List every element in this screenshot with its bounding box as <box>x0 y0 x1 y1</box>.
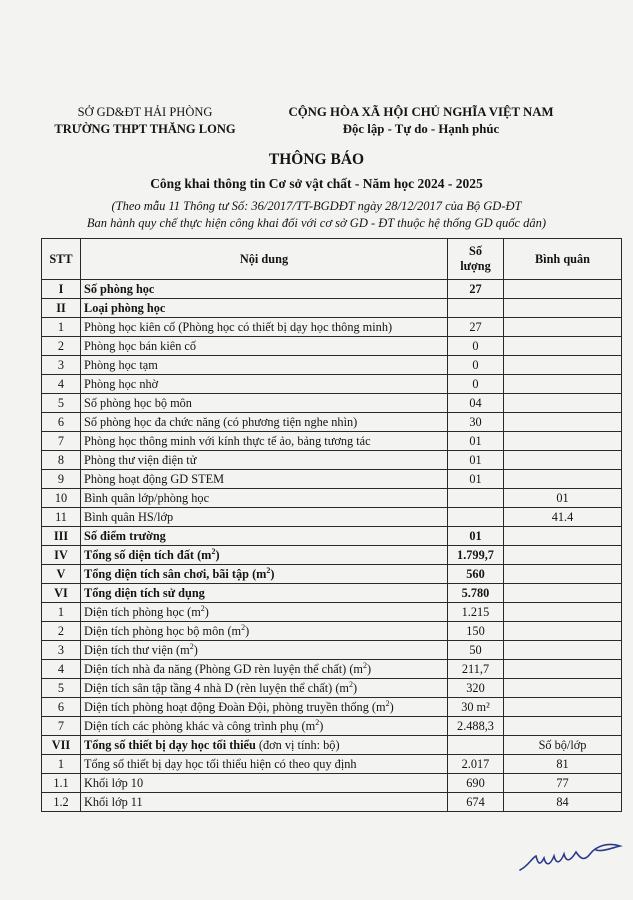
row-quantity <box>448 508 504 527</box>
row-quantity: 50 <box>448 641 504 660</box>
row-average <box>504 565 622 584</box>
issuer-block <box>40 104 250 138</box>
row-quantity <box>448 299 504 318</box>
row-stt: 1 <box>42 318 81 337</box>
table-row <box>42 698 622 717</box>
row-content <box>81 394 448 413</box>
row-content <box>81 280 448 299</box>
table-row <box>42 394 622 413</box>
row-content-superscript: 2 <box>348 679 353 689</box>
row-content <box>81 413 448 432</box>
table-row <box>42 755 622 774</box>
table-row <box>42 413 622 432</box>
row-content <box>81 736 448 755</box>
row-stt: 3 <box>42 641 81 660</box>
header-stt: STT <box>42 239 81 280</box>
row-quantity: 2.488,3 <box>448 717 504 736</box>
row-stt: 1 <box>42 603 81 622</box>
row-stt: 2 <box>42 337 81 356</box>
row-average <box>504 679 622 698</box>
row-average <box>504 337 622 356</box>
row-stt: 2 <box>42 622 81 641</box>
row-content-text: Phòng học bán kiên cố <box>84 339 197 353</box>
row-stt: 5 <box>42 679 81 698</box>
row-average <box>504 717 622 736</box>
row-quantity: 1.799,7 <box>448 546 504 565</box>
row-content-superscript: 2 <box>385 698 390 708</box>
row-content-text: Diện tích phòng học bộ môn (m <box>84 624 242 638</box>
header-quantity <box>448 239 504 280</box>
table-row <box>42 641 622 660</box>
row-average <box>504 660 622 679</box>
row-quantity: 27 <box>448 280 504 299</box>
row-content <box>81 375 448 394</box>
row-content <box>81 793 448 812</box>
row-quantity: 690 <box>448 774 504 793</box>
row-content-text: Số phòng học <box>84 282 155 296</box>
row-content-superscript: 2 <box>241 622 246 632</box>
row-average: 84 <box>504 793 622 812</box>
row-content-text: Số phòng học đa chức năng (có phương tiện nghe nhìn) <box>84 415 358 429</box>
row-content-text: Tổng số thiết bị dạy học tối thiểu hiện có theo quy định <box>84 757 357 771</box>
row-content <box>81 774 448 793</box>
row-content-tail: ) <box>389 700 394 714</box>
row-stt: 1.1 <box>42 774 81 793</box>
row-content <box>81 489 448 508</box>
row-content-superscript: 2 <box>200 603 205 613</box>
row-content-text: Diện tích phòng học (m <box>84 605 201 619</box>
row-content <box>81 584 448 603</box>
row-average: Số bộ/lớp <box>504 736 622 755</box>
row-content-text: Phòng học nhờ <box>84 377 159 391</box>
row-stt: V <box>42 565 81 584</box>
row-stt: VI <box>42 584 81 603</box>
row-average <box>504 356 622 375</box>
row-content-text: Diện tích các phòng khác và công trình phụ (m <box>84 719 316 733</box>
signature-stroke <box>520 844 620 870</box>
row-average <box>504 280 622 299</box>
row-average <box>504 394 622 413</box>
school-name: TRƯỜNG THPT THĂNG LONG <box>54 122 236 136</box>
row-content <box>81 755 448 774</box>
row-quantity <box>448 489 504 508</box>
table-row <box>42 565 622 584</box>
table-row <box>42 717 622 736</box>
row-stt: II <box>42 299 81 318</box>
row-average <box>504 698 622 717</box>
row-quantity: 0 <box>448 337 504 356</box>
row-content-superscript: 2 <box>363 660 367 670</box>
row-quantity: 01 <box>448 432 504 451</box>
row-stt: 7 <box>42 432 81 451</box>
row-quantity: 04 <box>448 394 504 413</box>
row-content <box>81 356 448 375</box>
table-row <box>42 318 622 337</box>
row-content-text: Khối lớp 11 <box>84 795 143 809</box>
row-content-tail: ) <box>215 548 220 562</box>
row-quantity: 30 m² <box>448 698 504 717</box>
row-content <box>81 546 448 565</box>
row-content-text: Số điểm trường <box>84 529 166 543</box>
row-content <box>81 698 448 717</box>
row-stt: 4 <box>42 660 81 679</box>
row-stt: 11 <box>42 508 81 527</box>
row-content <box>81 470 448 489</box>
row-content-tail: (đơn vị tính: bộ) <box>255 738 340 752</box>
row-stt: 8 <box>42 451 81 470</box>
row-content-text: Diện tích thư viện (m <box>84 643 190 657</box>
row-content <box>81 679 448 698</box>
row-content-superscript: 2 <box>211 546 216 556</box>
row-content-text: Bình quân HS/lớp <box>84 510 174 524</box>
row-quantity: 27 <box>448 318 504 337</box>
row-content-text: Khối lớp 10 <box>84 776 144 790</box>
row-stt: 5 <box>42 394 81 413</box>
table-row <box>42 736 622 755</box>
header-average: Bình quân <box>504 239 622 280</box>
row-content-superscript: 2 <box>189 641 194 651</box>
row-content-text: Tổng diện tích sân chơi, bãi tập (m <box>84 567 267 581</box>
row-average <box>504 641 622 660</box>
row-content <box>81 622 448 641</box>
row-content <box>81 318 448 337</box>
table-row <box>42 470 622 489</box>
table-row <box>42 622 622 641</box>
row-content-superscript: 2 <box>315 717 320 727</box>
row-quantity: 30 <box>448 413 504 432</box>
row-content <box>81 641 448 660</box>
table-row <box>42 356 622 375</box>
row-content-tail: ) <box>319 719 324 733</box>
table-row <box>42 584 622 603</box>
table-row <box>42 774 622 793</box>
row-content-text: Phòng học tạm <box>84 358 158 372</box>
table-body <box>42 280 622 812</box>
row-content-text: Bình quân lớp/phòng học <box>84 491 210 505</box>
row-content-tail: ) <box>193 643 198 657</box>
row-content-text: Số phòng học bộ môn <box>84 396 192 410</box>
national-motto: Độc lập - Tự do - Hạnh phúc <box>342 122 500 136</box>
facilities-table <box>41 238 622 812</box>
row-average <box>504 527 622 546</box>
row-average: 01 <box>504 489 622 508</box>
row-content <box>81 660 448 679</box>
table-row <box>42 451 622 470</box>
row-content-text: Tổng diện tích sử dụng <box>84 586 205 600</box>
row-quantity: 01 <box>448 527 504 546</box>
row-stt: VII <box>42 736 81 755</box>
legal-note-line-2: Ban hành quy chế thực hiện công khai đối với cơ sở GD - ĐT thuộc hệ thống GD quốc dân) <box>86 216 547 230</box>
table-row <box>42 489 622 508</box>
row-quantity: 2.017 <box>448 755 504 774</box>
row-stt: 10 <box>42 489 81 508</box>
row-content-tail: ) <box>204 605 209 619</box>
row-average: 77 <box>504 774 622 793</box>
document-subtitle: Công khai thông tin Cơ sở vật chất - Năm học 2024 - 2025 <box>150 176 483 191</box>
row-stt: 1.2 <box>42 793 81 812</box>
table-row <box>42 432 622 451</box>
row-stt: 4 <box>42 375 81 394</box>
row-content-text: Loại phòng học <box>84 301 166 315</box>
row-average <box>504 603 622 622</box>
department-name: SỞ GD&ĐT HẢI PHÒNG <box>77 105 213 119</box>
row-average: 41.4 <box>504 508 622 527</box>
row-quantity: 1.215 <box>448 603 504 622</box>
row-content <box>81 565 448 584</box>
row-content-tail: ) <box>367 662 372 676</box>
legal-note-line-1: (Theo mẫu 11 Thông tư Số: 36/2017/TT-BGDĐT ngày 28/12/2017 của Bộ GD-ĐT <box>111 199 522 213</box>
document-title: THÔNG BÁO <box>268 151 365 168</box>
row-content-text: Diện tích phòng hoạt động Đoàn Đội, phòng truyền thống (m <box>84 700 386 714</box>
row-content-tail: ) <box>352 681 358 695</box>
row-quantity: 320 <box>448 679 504 698</box>
row-content-text: Phòng hoạt động GD STEM <box>84 472 225 486</box>
row-quantity: 211,7 <box>448 660 504 679</box>
table-row <box>42 280 622 299</box>
row-quantity: 5.780 <box>448 584 504 603</box>
row-content <box>81 717 448 736</box>
row-stt: 6 <box>42 413 81 432</box>
row-content <box>81 337 448 356</box>
row-content-superscript: 2 <box>266 565 271 575</box>
row-quantity <box>448 736 504 755</box>
row-content-text: Phòng thư viện điện tử <box>84 453 197 467</box>
row-stt: 1 <box>42 755 81 774</box>
table-row <box>42 793 622 812</box>
row-stt: III <box>42 527 81 546</box>
row-content <box>81 508 448 527</box>
row-average <box>504 318 622 337</box>
row-stt: 6 <box>42 698 81 717</box>
row-average <box>504 584 622 603</box>
header-quantity-line1: Số <box>469 244 482 258</box>
row-average <box>504 375 622 394</box>
row-average: 81 <box>504 755 622 774</box>
row-average <box>504 622 622 641</box>
row-content-text: Tổng số thiết bị dạy học tối thiểu <box>84 738 256 752</box>
row-content-text: Diện tích sân tập tầng 4 nhà D (rèn luyện thể chất) (m <box>84 681 349 695</box>
row-quantity: 0 <box>448 375 504 394</box>
row-average <box>504 451 622 470</box>
row-average <box>504 413 622 432</box>
row-content-text: Diện tích nhà đa năng (Phòng GD rèn luyện thể chất) (m <box>84 662 363 676</box>
table-header-row <box>42 239 622 280</box>
row-average <box>504 299 622 318</box>
row-quantity: 01 <box>448 470 504 489</box>
table-row <box>42 375 622 394</box>
table-row <box>42 337 622 356</box>
row-content-text: Phòng học kiên cố (Phòng học có thiết bị dạy học thông minh) <box>84 320 393 334</box>
row-content <box>81 527 448 546</box>
header-quantity-line2: lượng <box>460 259 491 273</box>
row-quantity: 0 <box>448 356 504 375</box>
table-row <box>42 679 622 698</box>
row-content <box>81 432 448 451</box>
row-average <box>504 470 622 489</box>
row-average <box>504 546 622 565</box>
row-content-text: Tổng số diện tích đất (m <box>84 548 212 562</box>
row-content <box>81 603 448 622</box>
row-stt: 7 <box>42 717 81 736</box>
row-stt: I <box>42 280 81 299</box>
row-quantity: 01 <box>448 451 504 470</box>
row-stt: 3 <box>42 356 81 375</box>
table-row <box>42 299 622 318</box>
table-row <box>42 660 622 679</box>
row-quantity: 560 <box>448 565 504 584</box>
table-row <box>42 527 622 546</box>
row-quantity: 674 <box>448 793 504 812</box>
row-content <box>81 299 448 318</box>
row-content-tail: ) <box>245 624 250 638</box>
table-row <box>42 603 622 622</box>
table-row <box>42 508 622 527</box>
row-stt: 9 <box>42 470 81 489</box>
row-content-tail: ) <box>270 567 275 581</box>
header-content: Nội dung <box>81 239 448 280</box>
row-quantity: 150 <box>448 622 504 641</box>
row-stt: IV <box>42 546 81 565</box>
handwritten-signature <box>518 836 628 876</box>
row-content <box>81 451 448 470</box>
row-content-text: Phòng học thông minh với kính thực tế ảo, bảng tương tác <box>84 434 371 448</box>
national-header <box>262 104 580 138</box>
table-row <box>42 546 622 565</box>
country-name: CỘNG HÒA XÃ HỘI CHỦ NGHĨA VIỆT NAM <box>288 105 554 119</box>
row-average <box>504 432 622 451</box>
